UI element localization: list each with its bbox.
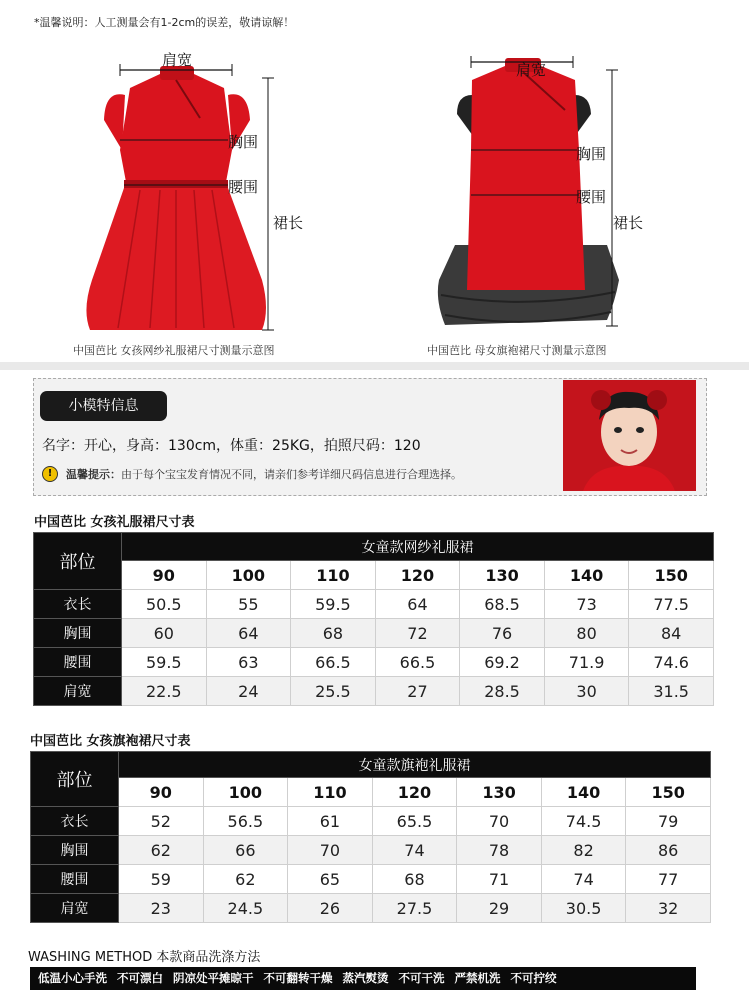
size-header: 120 [372,778,457,807]
figure-caption: 中国芭比 女孩网纱礼服裙尺寸测量示意图 [73,344,275,357]
table-cell: 74.6 [629,648,714,677]
row-label: 腰围 [31,865,119,894]
table-cell: 28.5 [460,677,545,706]
table-cell: 25.5 [291,677,376,706]
table-cell: 78 [457,836,542,865]
table-cell: 69.2 [460,648,545,677]
table-cell: 31.5 [629,677,714,706]
table-cell: 60 [122,619,207,648]
table-cell: 70 [457,807,542,836]
label-waist: 腰围 [228,178,259,196]
table-cell: 27.5 [372,894,457,923]
size-header: 120 [375,561,460,590]
washing-item: 严禁机洗 [454,971,501,985]
table-cell: 66.5 [291,648,376,677]
size-header: 130 [457,778,542,807]
exclamation-icon: ! [42,466,58,482]
table-cell: 73 [544,590,629,619]
washing-item: 不可拧绞 [510,971,557,985]
table-cell: 84 [629,619,714,648]
table-cell: 64 [375,590,460,619]
table-cell: 56.5 [203,807,288,836]
table-cell: 24.5 [203,894,288,923]
model-info-text: 名字：开心，身高：130cm，体重：25KG，拍照尺码：120 [42,438,421,454]
table-cell: 66 [203,836,288,865]
table-cell: 86 [626,836,711,865]
figure-caption: 中国芭比 母女旗袍裙尺寸测量示意图 [427,344,607,357]
size-table-qipao-dress [30,751,711,923]
table-cell: 32 [626,894,711,923]
table-cell: 76 [460,619,545,648]
size-header: 90 [122,561,207,590]
label-chest: 胸围 [228,133,259,151]
figure-mesh-dress [0,40,370,360]
row-label: 胸围 [34,619,122,648]
size-header: 150 [629,561,714,590]
washing-item: 不可干洗 [398,971,445,985]
washing-method-title: WASHING METHOD 本款商品洗涤方法 [28,950,261,965]
size-header: 100 [206,561,291,590]
table-cell: 71 [457,865,542,894]
row-label: 衣长 [31,807,119,836]
size-header: 110 [291,561,376,590]
model-photo [563,380,696,491]
table-cell: 27 [375,677,460,706]
table-cell: 64 [206,619,291,648]
label-waist: 腰围 [576,188,607,206]
table-cell: 66.5 [375,648,460,677]
washing-item: 不可翻转干燥 [263,971,333,985]
table-cell: 74.5 [541,807,626,836]
table-cell: 59.5 [122,648,207,677]
model-info-title: 小模特信息 [40,391,167,421]
tip-label: 温馨提示： [66,468,121,481]
measurement-notice: *温馨说明：人工测量会有1-2cm的误差，敬请谅解！ [34,16,295,29]
table-cell: 77 [626,865,711,894]
figure-qipao-dress [375,40,749,360]
table-cell: 22.5 [122,677,207,706]
washing-item: 低温小心手洗 [38,971,107,985]
table-cell: 80 [544,619,629,648]
table-cell: 24 [206,677,291,706]
table-heading: 中国芭比 女孩旗袍裙尺寸表 [30,734,191,749]
size-table-mesh-dress [33,532,714,706]
table-cell: 74 [372,836,457,865]
table-cell: 82 [541,836,626,865]
size-tip [42,466,462,482]
table-cell: 70 [288,836,373,865]
size-header: 130 [460,561,545,590]
table-cell: 68 [291,619,376,648]
table-cell: 61 [288,807,373,836]
table-cell: 71.9 [544,648,629,677]
size-header: 140 [544,561,629,590]
size-header: 100 [203,778,288,807]
label-length: 裙长 [613,214,644,232]
table-cell: 26 [288,894,373,923]
table-cell: 30 [544,677,629,706]
washing-item: 不可漂白 [117,971,163,985]
table-cell: 63 [206,648,291,677]
table-cell: 68 [372,865,457,894]
table-cell: 65.5 [372,807,457,836]
label-chest: 胸围 [576,145,607,163]
size-header: 90 [119,778,204,807]
table-heading: 中国芭比 女孩礼服裙尺寸表 [34,515,195,530]
table-cell: 59 [119,865,204,894]
table-cell: 72 [375,619,460,648]
table-cell: 62 [119,836,204,865]
row-label: 胸围 [31,836,119,865]
mesh-dress-illustration [0,40,370,360]
table-corner-label: 部位 [31,752,119,807]
table-cell: 68.5 [460,590,545,619]
row-label: 肩宽 [34,677,122,706]
label-shoulder: 肩宽 [162,51,193,69]
table-cell: 55 [206,590,291,619]
size-header: 110 [288,778,373,807]
table-cell: 50.5 [122,590,207,619]
table-cell: 77.5 [629,590,714,619]
qipao-dress-illustration [375,40,749,360]
table-cell: 74 [541,865,626,894]
row-label: 衣长 [34,590,122,619]
size-header: 150 [626,778,711,807]
table-cell: 59.5 [291,590,376,619]
table-cell: 29 [457,894,542,923]
label-length: 裙长 [273,214,304,232]
section-divider [0,362,749,370]
size-header: 140 [541,778,626,807]
table-style-title: 女童款网纱礼服裙 [122,533,714,561]
table-cell: 79 [626,807,711,836]
table-cell: 23 [119,894,204,923]
table-cell: 30.5 [541,894,626,923]
washing-item: 蒸汽熨烫 [342,971,389,985]
table-cell: 52 [119,807,204,836]
table-cell: 65 [288,865,373,894]
table-style-title: 女童款旗袍礼服裙 [119,752,711,778]
washing-item: 阴凉处平摊晾干 [173,971,254,985]
table-corner-label: 部位 [34,533,122,590]
tip-text: 由于每个宝宝发育情况不同，请亲们参考详细尺码信息进行合理选择。 [121,468,462,481]
washing-instructions [30,967,696,990]
label-shoulder: 肩宽 [516,61,547,79]
table-cell: 62 [203,865,288,894]
row-label: 肩宽 [31,894,119,923]
row-label: 腰围 [34,648,122,677]
